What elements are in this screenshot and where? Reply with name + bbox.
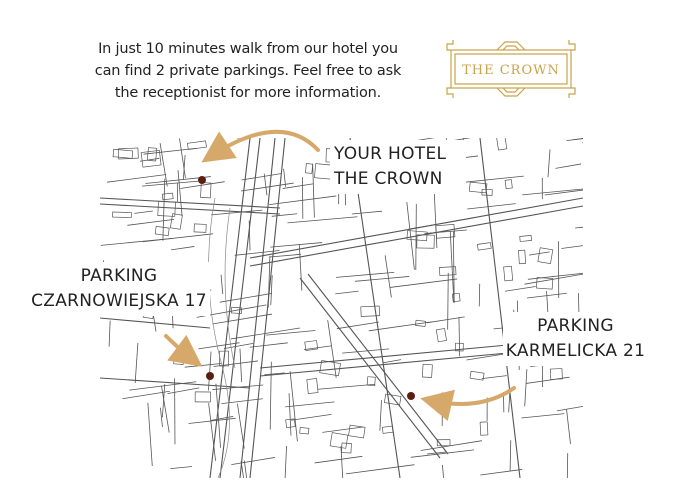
label-karm-line-2: KARMELICKA 21 [505, 341, 646, 361]
logo-text: THE CROWN [462, 63, 560, 78]
the-crown-logo [445, 40, 577, 98]
label-parking-karmelicka [503, 312, 648, 366]
intro-line-1: In just 10 minutes walk from our hotel you [98, 41, 398, 57]
label-hotel [330, 140, 466, 194]
label-hotel-line-1: YOUR HOTEL [334, 144, 447, 164]
label-czar-line-1: PARKING [80, 266, 158, 286]
label-karm-line-1: PARKING [537, 316, 614, 336]
label-hotel-line-2: THE CROWN [334, 169, 443, 189]
label-parking-czarnowiejska [28, 262, 210, 316]
intro-text [92, 38, 404, 104]
intro-line-3: the receptionist for more information. [114, 85, 382, 101]
label-czar-line-2: CZARNOWIEJSKA 17 [31, 291, 207, 311]
intro-line-2: can find 2 private parkings. Feel free to ask [94, 63, 402, 79]
